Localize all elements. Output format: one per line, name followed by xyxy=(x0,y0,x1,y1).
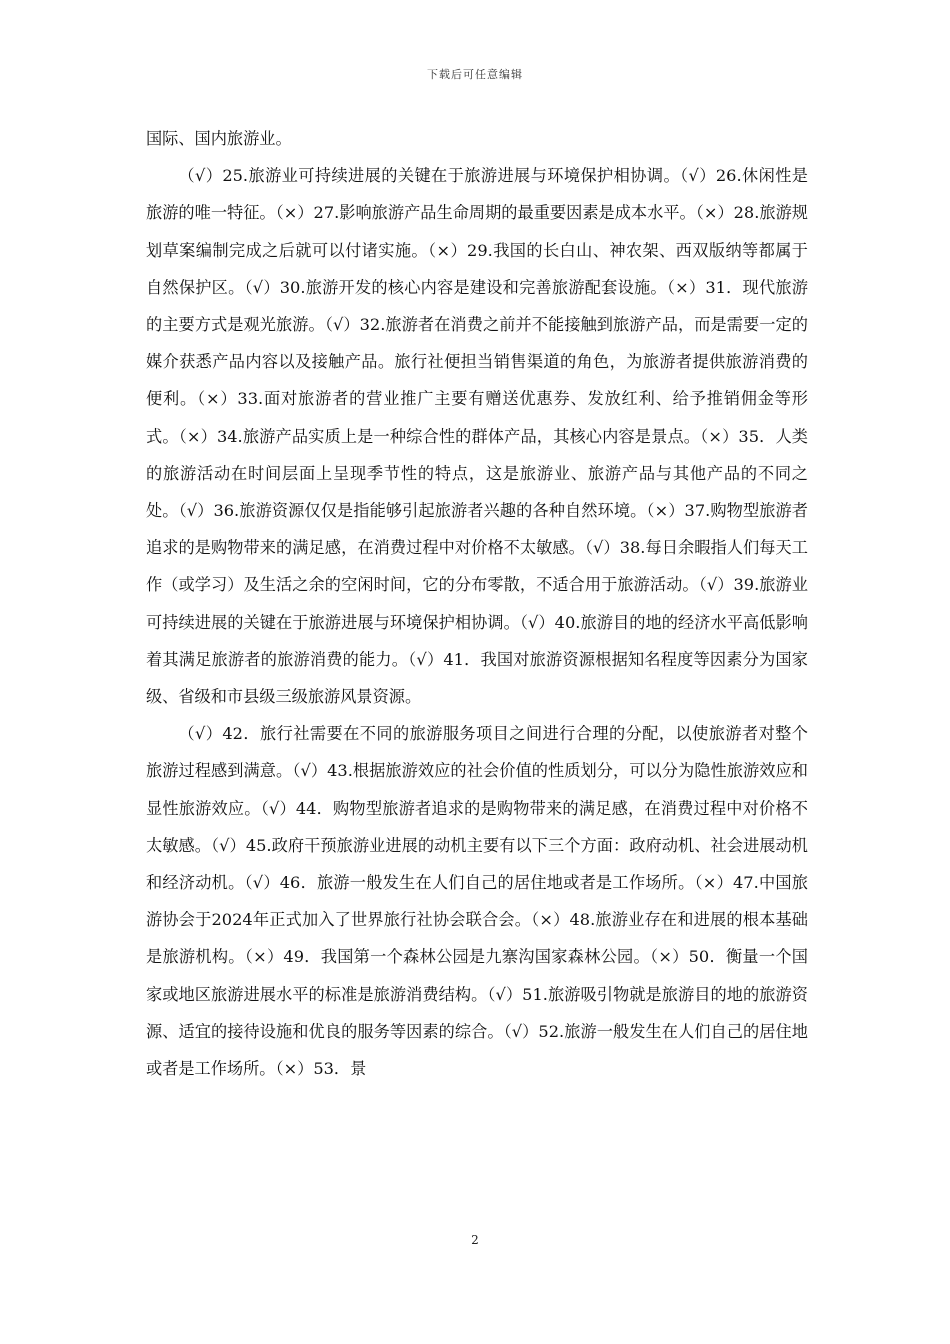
paragraph-1: 国际、国内旅游业。 xyxy=(146,129,292,148)
page-number: 2 xyxy=(471,1233,479,1247)
paragraph-2: （√）25.旅游业可持续进展的关键在于旅游进展与环境保护相协调。（√）26.休闲性是旅游的唯一特征。（×）27.影响旅游产品生命周期的最重要因素是成本水平。（×）28.旅游规划草案编制完成之后就可以付诸实施。（×）29.我国的长白山、神农架、西双版纳等都属于自然保护区。（√）30.旅游开发的核心内容是建设和完善旅游配套设施。（×）31．现代旅游的主要方式是观光旅游。（√）32.旅游者在消费之前并不能接触到旅游产品，而是需要一定的媒介获悉产品内容以及接触产品。旅行社便担当销售渠道的角色，为旅游者提供旅游消费的便利。（×）33.面对旅游者的营业推广主要有赠送优惠券、发放红利、给予推销佣金等形式。（×）34.旅游产品实质上是一种综合性的群体产品，其核心内容是景点。（×）35．人类的旅游活动在时间层面上呈现季节性的特点，这是旅游业、旅游产品与其他产品的不同之处。（√）36.旅游资源仅仅是指能够引起旅游者兴趣的各种自然环境。（×）37.购物型旅游者追求的是购物带来的满足感，在消费过程中对价格不太敏感。（√）38.每日余暇指人们每天工作（或学习）及生活之余的空闲时间，它的分布零散，不适合用于旅游活动。（√）39.旅游业可持续进展的关键在于旅游进展与环境保护相协调。（√）40.旅游目的地的经济水平高低影响着其满足旅游者的旅游消费的能力。（√）41．我国对旅游资源根据知名程度等因素分为国家级、省级和市县级三级旅游风景资源。 xyxy=(146,166,808,707)
page-header: 下载后可任意编辑 xyxy=(427,68,523,81)
paragraph-3: （√）42．旅行社需要在不同的旅游服务项目之间进行合理的分配，以使旅游者对整个旅游过程感到满意。（√）43.根据旅游效应的社会价值的性质划分，可以分为隐性旅游效应和显性旅游效应。（√）44．购物型旅游者追求的是购物带来的满足感，在消费过程中对价格不太敏感。（√）45.政府干预旅游业进展的动机主要有以下三个方面：政府动机、社会进展动机和经济动机。（√）46．旅游一般发生在人们自己的居住地或者是工作场所。（×）47.中国旅游协会于2024年正式加入了世界旅行社协会联合会。（×）48.旅游业存在和进展的根本基础是旅游机构。（×）49．我国第一个森林公园是九寨沟国家森林公园。（×）50．衡量一个国家或地区旅游进展水平的标准是旅游消费结构。（√）51.旅游吸引物就是旅游目的地的旅游资源、适宜的接待设施和优良的服务等因素的综合。（√）52.旅游一般发生在人们自己的居住地或者是工作场所。（×）53．景 xyxy=(146,724,808,1079)
document-body xyxy=(146,120,808,1087)
